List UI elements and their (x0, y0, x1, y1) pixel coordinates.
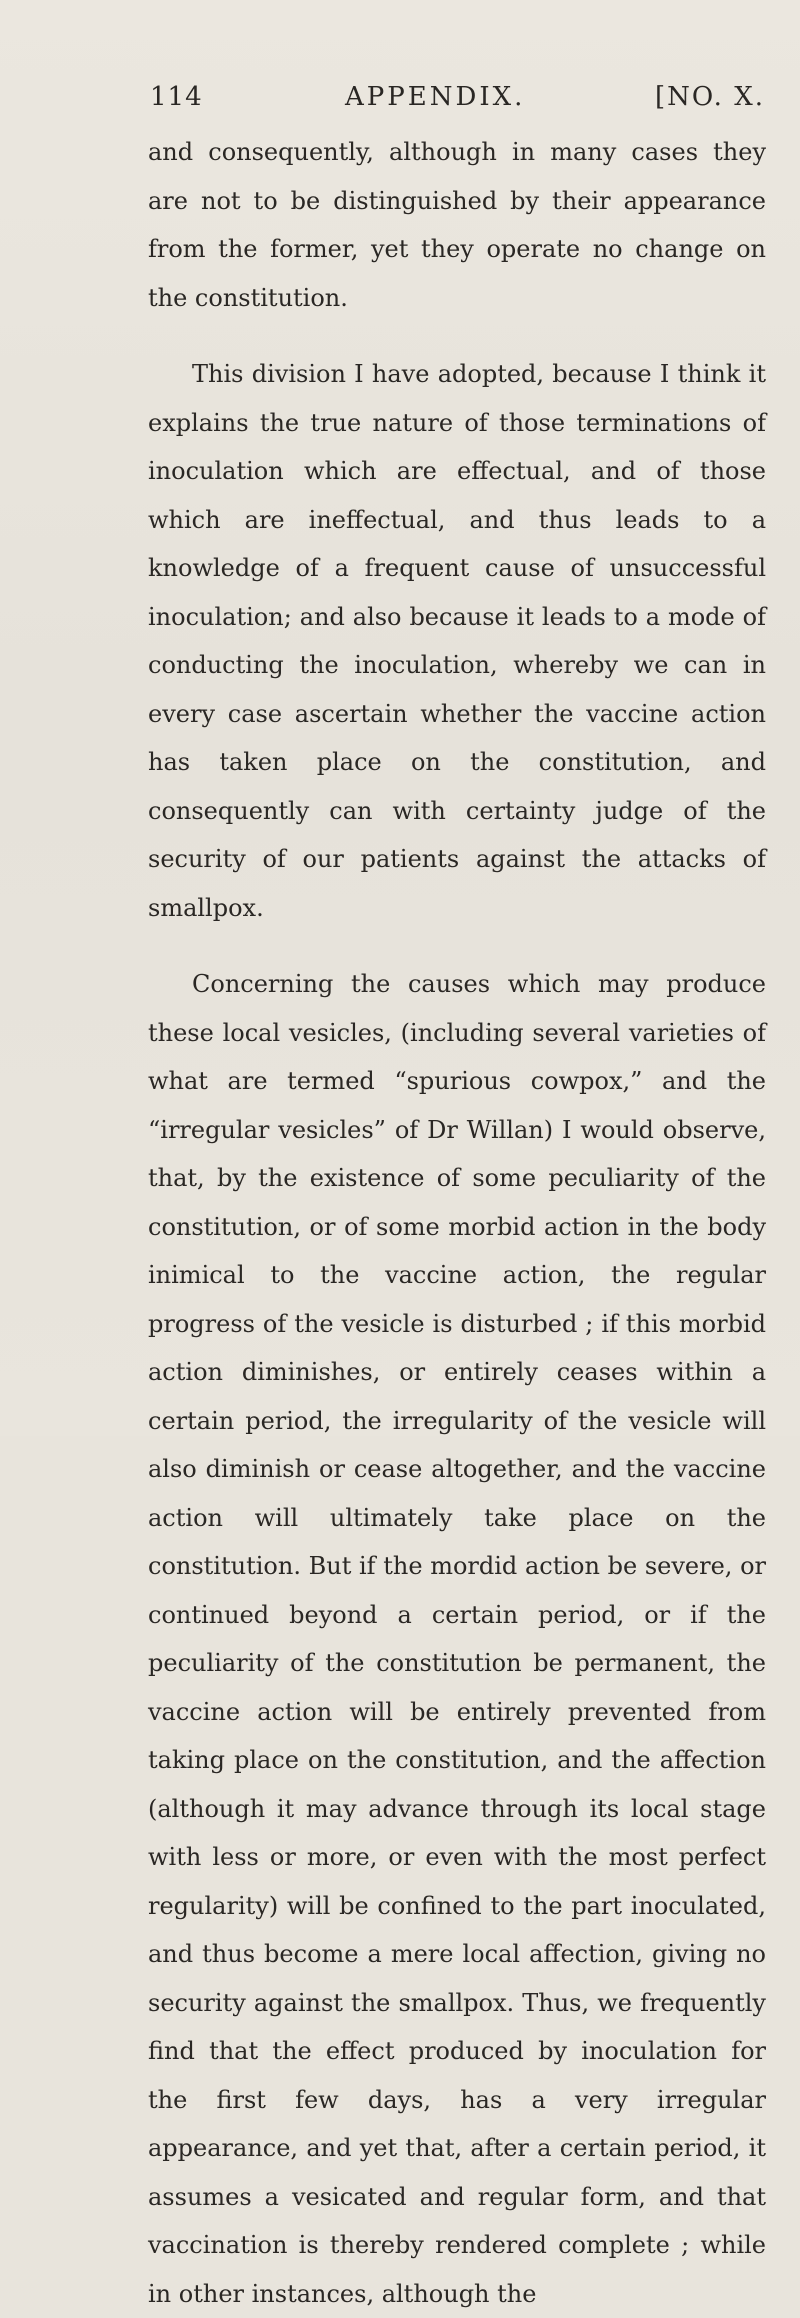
body-text (148, 128, 766, 2318)
section-number: [NO. X. (655, 82, 765, 112)
page-number: 114 (150, 82, 203, 112)
running-title: APPENDIX. (345, 82, 526, 112)
page-header (150, 82, 765, 122)
paragraph-continuation: and consequently, although in many cases they are not to be distinguished by their appearance from the former, yet they operate no change on the constitution. (148, 138, 766, 312)
paragraph-division: This division I have adopted, because I think it explains the true nature of those terminations of inoculation which are effectual, and of those which are ineffectual, and thus leads to a knowledge of a frequent cause of unsuccessful inoculation; and also because it leads to a mode of conducting the inoculation, whereby we can in every case ascertain whether the vaccine action has taken place on the constitution, and consequently can with certainty judge of the security of our patients against the attacks of smallpox. (148, 360, 766, 922)
paragraph-causes: Concerning the causes which may produce these local vesicles, (including several varieties of what are termed “spurious cowpox,” and the “irregular vesicles” of Dr Willan) I would observe, that, by the existence of some peculiarity of the constitution, or of some morbid action in the body inimical to the vaccine action, the regular progress of the vesicle is disturbed ; if this morbid action diminishes, or entirely ceases within a certain period, the irregularity of the vesicle will also diminish or cease altogether, and the vaccine action will ultimately take place on the constitution. But if the mordid action be severe, or continued beyond a certain period, or if the peculiarity of the constitution be permanent, the vaccine action will be entirely prevented from taking place on the constitution, and the affection (although it may advance through its local stage with less or more, or even with the most perfect regularity) will be confined to the part inoculated, and thus become a mere local affection, giving no security against the smallpox. Thus, we frequently find that the effect produced by inoculation for the first few days, has a very irregular appearance, and yet that, after a certain period, it assumes a vesicated and regular form, and that vaccination is thereby rendered complete ; while in other instances, although the (148, 970, 766, 2308)
